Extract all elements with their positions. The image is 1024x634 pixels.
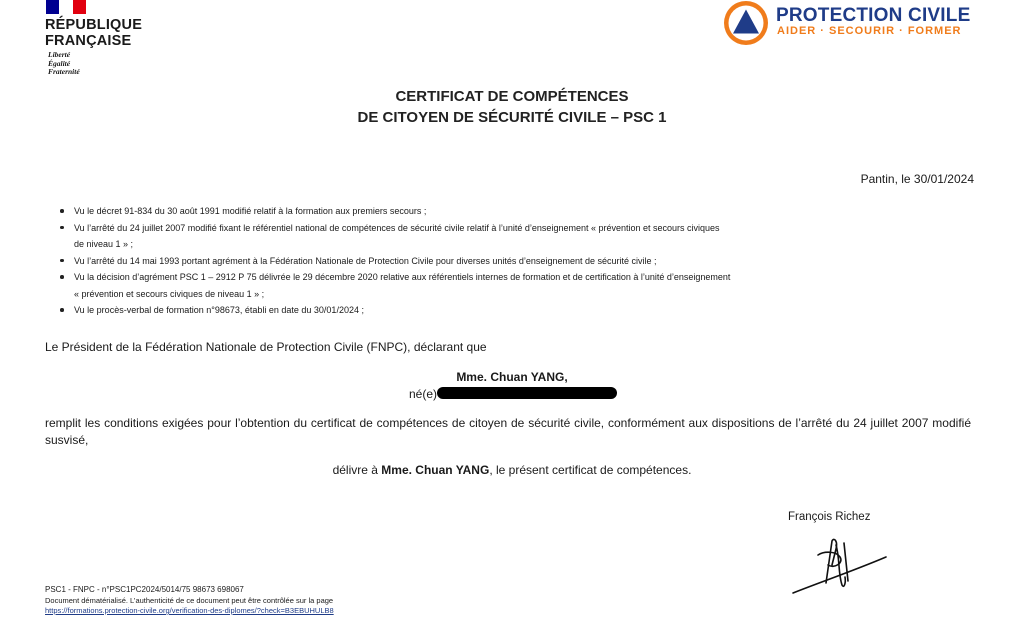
list-item-text: de niveau 1 » ;: [74, 239, 134, 249]
motto-line: Liberté: [48, 50, 71, 59]
redaction-bar: [437, 387, 617, 399]
list-item-text: « prévention et secours civiques de niveau 1 » ;: [74, 288, 265, 299]
birth-label: né(e): [409, 387, 438, 401]
authenticity-note: Document dématérialisé. L’authenticité de ce document peut être contrôlée sur la page: [45, 595, 334, 605]
list-item: [60, 203, 800, 220]
signature-icon: [788, 535, 892, 597]
certificate-title-line: CERTIFICAT DE COMPÉTENCES: [395, 88, 629, 105]
republique-name-line: RÉPUBLIQUE: [45, 17, 143, 33]
republique-name-line: FRANÇAISE: [45, 32, 132, 49]
deliver-statement: [0, 462, 1024, 479]
holder-name: Mme. Chuan YANG,: [456, 370, 568, 384]
deliver-prefix: délivre à: [332, 463, 382, 477]
list-item: [60, 220, 800, 253]
fulfils-statement: remplit les conditions exigées pour l’obtention du certificat de compétences de citoyen de sécurité civile, conformément aux dispositions de l’arrêté du 24 juillet 2007 modifié susvisé,: [45, 416, 971, 447]
signer-name: François Richez: [788, 511, 871, 523]
list-item-text: Vu l’arrêté du 14 mai 1993 portant agrément à la Fédération Nationale de Protection Civile pour diverses unités d’enseignement de sécurité civile ;: [74, 255, 657, 266]
org-tagline: AIDER · SECOURIR · FORMER: [777, 25, 962, 37]
republique-name: [45, 18, 142, 49]
list-item-text: Vu le procès-verbal de formation n°98673, établi en date du 30/01/2024 ;: [74, 305, 364, 315]
deliver-holder-name: Mme. Chuan YANG: [381, 463, 490, 477]
considerations-list: [60, 203, 800, 319]
protection-civile-logo-icon: [722, 0, 770, 46]
document-reference: PSC1 - FNPC - n°PSC1PC2024/5014/75 98673 698067: [45, 585, 244, 594]
list-item-text: Vu la décision d’agrément PSC 1 – 2912 P 75 délivrée le 29 décembre 2020 relative aux référentiels internes de formation et de certification à l’unité d’enseignement: [74, 272, 731, 282]
declaring-statement: Le Président de la Fédération Nationale de Protection Civile (FNPC), déclarant que: [45, 340, 487, 354]
motto-line: Égalité: [48, 58, 71, 68]
list-item: [60, 253, 800, 270]
list-item: [60, 269, 800, 302]
republique-flag-icon: [46, 0, 86, 14]
list-item-text: Vu le décret 91-834 du 30 août 1991 modifié relatif à la formation aux premiers secours ;: [74, 206, 427, 216]
place-date: Pantin, le 30/01/2024: [860, 172, 974, 186]
certificate-title: [0, 86, 1024, 128]
org-title: PROTECTION CIVILE: [776, 5, 971, 26]
list-item-text: Vu l’arrêté du 24 juillet 2007 modifié fixant le référentiel national de compétences de sécurité civile relatif à l’unité d’enseignement « prévention et secours civiques: [74, 222, 720, 233]
certificate-title-line: DE CITOYEN DE SÉCURITÉ CIVILE – PSC 1: [357, 109, 667, 126]
list-item: [60, 302, 800, 319]
deliver-suffix: , le présent certificat de compétences.: [489, 463, 692, 477]
republique-motto: [48, 51, 80, 77]
footer: [45, 585, 334, 617]
motto-line: Fraternité: [48, 67, 80, 76]
verification-link[interactable]: https://formations.protection-civile.org/verification-des-diplomes/?check=B3EBUHULB8: [45, 606, 334, 615]
